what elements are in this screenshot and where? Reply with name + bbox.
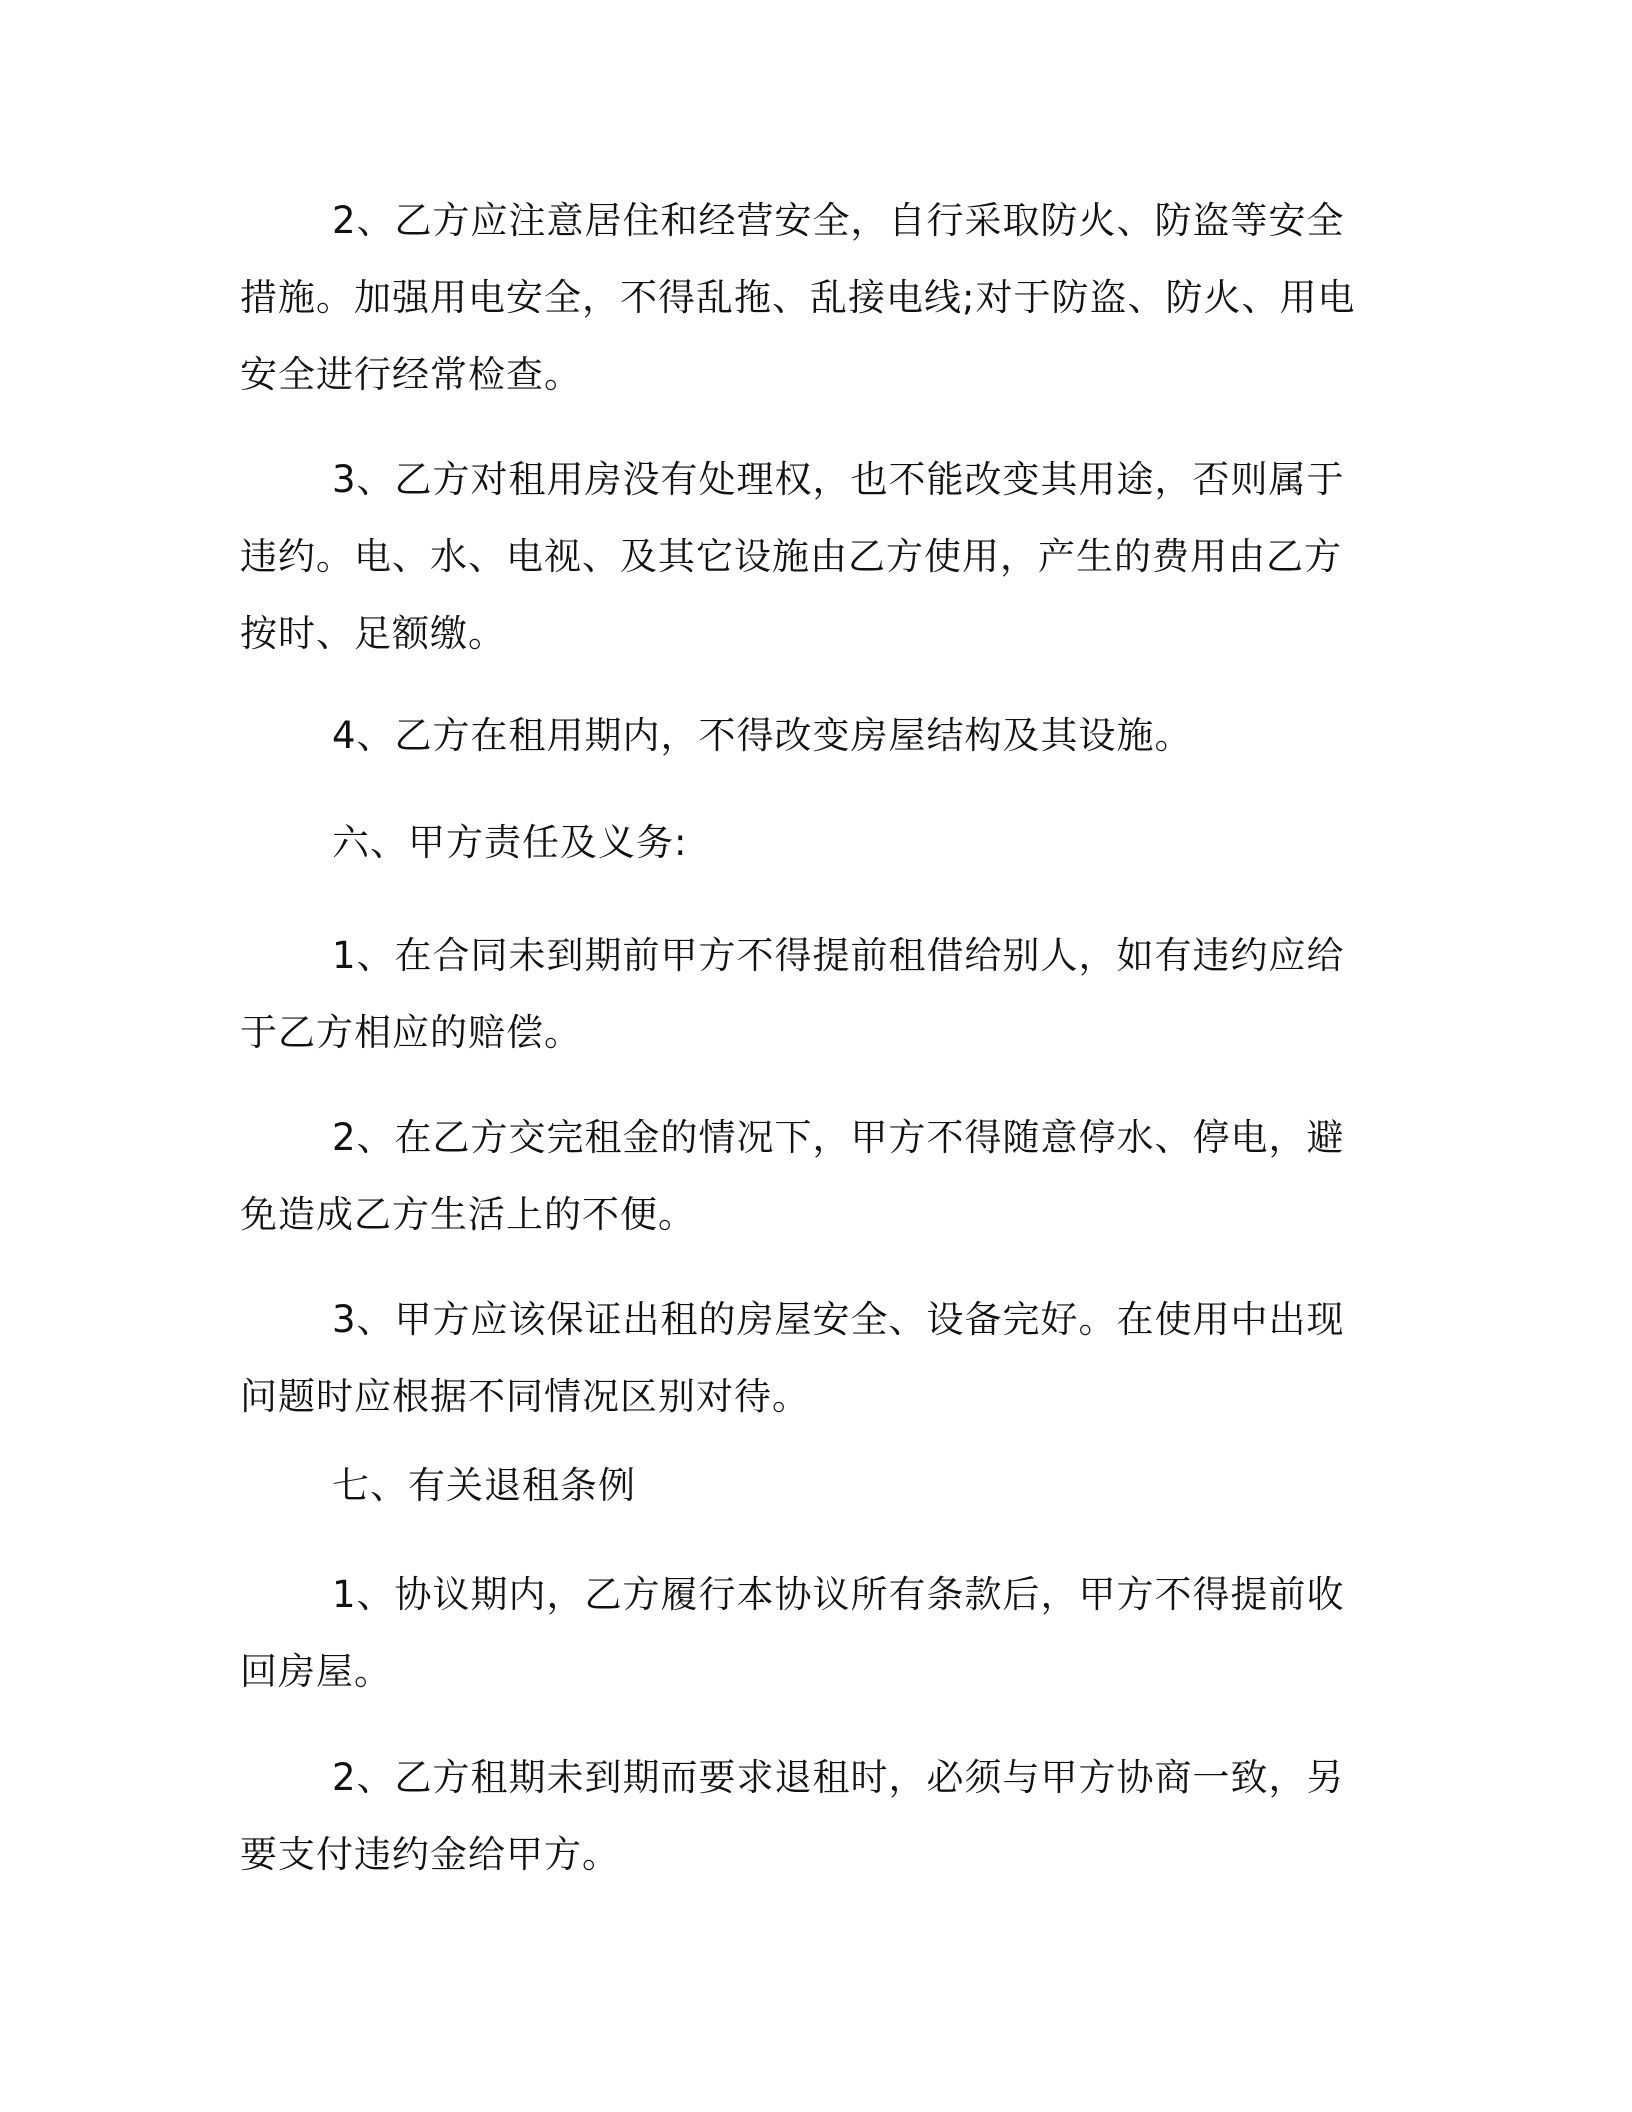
section-heading-termination-rules: 七、有关退租条例 bbox=[332, 1464, 636, 1507]
section-heading-landlord-duties: 六、甲方责任及义务: bbox=[332, 821, 688, 864]
paragraph-landlord-no-early-lease: 1、在合同未到期前甲方不得提前租借给别人，如有违约应给于乙方相应的赔偿。 bbox=[240, 934, 1345, 1054]
paragraph-no-structure-change: 4、乙方在租用期内，不得改变房屋结构及其设施。 bbox=[332, 714, 1193, 757]
paragraph-landlord-no-utility-cut: 2、在乙方交完租金的情况下，甲方不得随意停水、停电，避免造成乙方生活上的不便。 bbox=[240, 1116, 1345, 1236]
paragraph-landlord-safety-guarantee: 3、甲方应该保证出租的房屋安全、设备完好。在使用中出现问题时应根据不同情况区别对待。 bbox=[240, 1298, 1345, 1418]
paragraph-tenant-no-disposal-right: 3、乙方对租用房没有处理权，也不能改变其用途，否则属于违约。电、水、电视、及其它设施由乙方使用，产生的费用由乙方按时、足额缴。 bbox=[240, 458, 1345, 655]
paragraph-early-termination-penalty: 2、乙方租期未到期而要求退租时，必须与甲方协商一致，另要支付违约金给甲方。 bbox=[240, 1756, 1345, 1876]
paragraph-no-early-reclaim: 1、协议期内，乙方履行本协议所有条款后，甲方不得提前收回房屋。 bbox=[240, 1573, 1345, 1693]
paragraph-tenant-safety: 2、乙方应注意居住和经营安全，自行采取防火、防盗等安全措施。加强用电安全，不得乱拖、乱接电线;对于防盗、防火、用电安全进行经常检查。 bbox=[240, 199, 1356, 396]
